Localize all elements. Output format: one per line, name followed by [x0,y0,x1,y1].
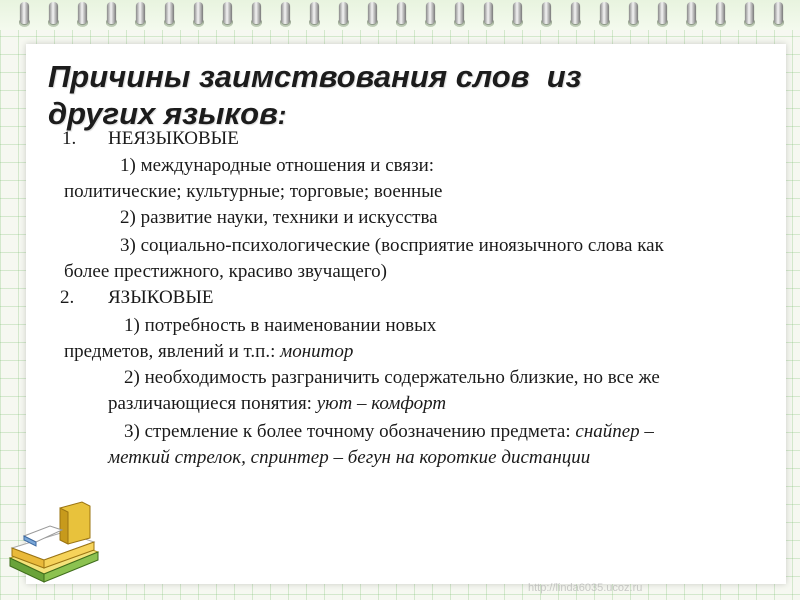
title-line-2: других языков [48,96,278,131]
s2-item-3-example-start: снайпер – [575,421,654,442]
s1-item-1-line-1: 1) международные отношения и связи: [120,155,435,176]
s1-item-3-line-1: 3) социально-психологические (восприятие иноязычного слова как [120,235,664,256]
s2-item-2-line-2 [108,393,446,415]
s2-item-2-example: уют – комфорт [316,393,447,414]
s2-item-1-example: монитор [280,341,354,362]
section-1-number: 1. [62,128,77,149]
book-stack-icon [4,496,104,586]
s1-item-2-line-1: 2) развитие науки, техники и искусства [120,207,438,228]
s2-item-2-line-1: 2) необходимость разграничить содержательно близкие, но все же [124,367,660,388]
watermark: http://linda6035.ucoz.ru [528,582,643,594]
section-2-heading: ЯЗЫКОВЫЕ [108,287,214,308]
title-colon: : [277,100,287,130]
s2-item-3-line-2: меткий стрелок, спринтер – бегун на короткие дистанции [108,447,591,468]
s2-item-1-line-1: 1) потребность в наименовании новых [124,315,437,336]
section-2-number: 2. [60,287,75,308]
title-line-1: Причины заимствования слов из [48,59,582,94]
s2-item-3-line-1 [124,421,654,443]
s1-item-3-line-2: более престижного, красиво звучащего) [64,261,387,282]
s2-item-1-line-2 [64,341,353,363]
s1-item-1-line-2: политические; культурные; торговые; военные [64,181,443,202]
section-1-heading: НЕЯЗЫКОВЫЕ [108,128,239,149]
s2-item-2-text: различающиеся понятия: [108,393,317,414]
s2-item-1-text: предметов, явлений и т.п.: [64,341,281,362]
s2-item-3-text: 3) стремление к более точному обозначению предмета: [124,421,576,442]
